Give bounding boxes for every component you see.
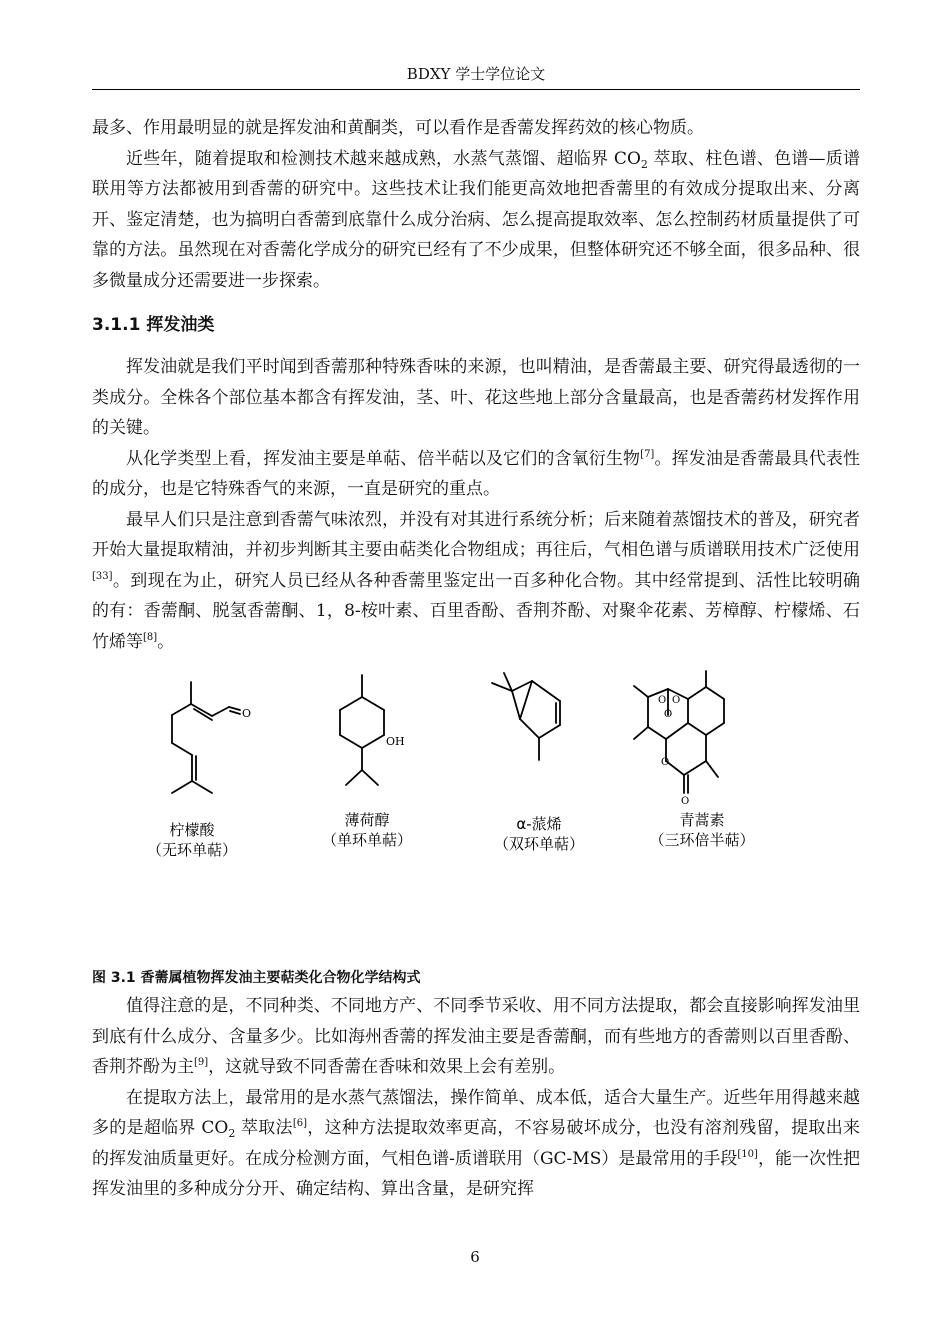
atom-label: OH	[386, 735, 405, 748]
citation: [7]	[640, 448, 655, 460]
molecule-pinene-structure	[492, 673, 560, 760]
page-number: 6	[470, 1248, 480, 1266]
header-rule	[92, 89, 860, 90]
atom-label: O	[658, 695, 667, 706]
citation: [8]	[143, 631, 158, 643]
atom-label: O	[661, 757, 670, 768]
molecule-name: α-蒎烯	[516, 815, 562, 833]
molecule-class: （单环单萜）	[321, 831, 413, 849]
molecule-citral-structure	[172, 682, 240, 793]
molecule-name: 青蒿素	[679, 811, 725, 829]
paragraph-1: 最多、作用最明显的就是挥发油和黄酮类，可以看作是香薷发挥药效的核心物质。	[92, 118, 704, 138]
figure-terpene-structures	[92, 665, 860, 965]
citation: [6]	[292, 1118, 308, 1129]
page-header: BDXY 学士学位论文	[406, 65, 546, 83]
paragraph-3: 挥发油就是我们平时闻到香薷那种特殊香味的来源，也叫精油，是香薷最主要、研究得最透彻的一类成分。全株各个部位基本都含有挥发油，茎、叶、花这些地上部分含量最高，也是香薷药材发挥作用的关键。	[92, 357, 860, 438]
atom-label: O	[681, 796, 690, 807]
atom-label: O	[664, 709, 673, 720]
molecule-class: （三环倍半萜）	[649, 831, 755, 849]
section-heading: 3.1.1 挥发油类	[92, 315, 215, 335]
paragraph-4: 从化学类型上看，挥发油主要是单萜、倍半萜以及它们的含氧衍生物[7]。挥发油是香薷最具代表性的成分，也是它特殊香气的来源，一直是研究的重点。	[92, 448, 861, 499]
molecule-name: 薄荷醇	[344, 811, 390, 829]
paragraph-5: 最早人们只是注意到香薷气味浓烈，并没有对其进行系统分析；后来随着蒸馏技术的普及，研究者开始大量提取精油，并初步判断其主要由萜类化合物组成；再往后，气相色谱与质谱联用技术广泛使用[33]。到现在为止，研究人员已经从各种香薷里鉴定出一百多种化合物。其中经常提到、活性比较明确的有：香薷酮、脱氢香薷酮、1，8-桉叶素、百里香酚、香荆芥酚、对聚伞花素、芳樟醇、柠檬烯、石竹烯等[8]。	[92, 509, 860, 652]
main-content	[92, 113, 860, 1205]
citation: [10]	[737, 1148, 758, 1160]
citation: [33]	[92, 570, 113, 582]
paragraph-2: 近些年，随着提取和检测技术越来越成熟，水蒸气蒸馏、超临界 $CO_2$ 萃取、柱色谱、色谱—质谱联用等方法都被用到香薷的研究中。这些技术让我们能更高效地把香薷里的有效成分提取出来、分离开、鉴定清楚，也为搞明白香薷到底靠什么成分治病、怎么提高提取效率、怎么控制药材质量提供了可靠的方法。虽然现在对香薷化学成分的研究已经有了不少成果，但整体研究还不够全面，很多品种、很多微量成分还需要进一步探索。	[92, 148, 860, 291]
figure-caption: 图 3.1 香薷属植物挥发油主要萜类化合物化学结构式	[92, 970, 421, 986]
molecule-class: （无环单萜）	[146, 841, 238, 859]
molecule-name: 柠檬酸	[169, 821, 215, 839]
molecule-class: （双环单萜）	[493, 835, 585, 853]
atom-label: O	[242, 707, 252, 720]
molecule-menthol-structure	[340, 675, 384, 785]
citation: [9]	[194, 1057, 209, 1068]
structures-drawing	[92, 665, 860, 965]
paragraph-6: 值得注意的是，不同种类、不同地方产、不同季节采收、用不同方法提取，都会直接影响挥发油里到底有什么成分、含量多少。比如海州香薷的挥发油主要是香薷酮，而有些地方的香薷则以百里香酚、香荆芥酚为主[9]，这就导致不同香薷在香味和效果上会有差别。	[92, 996, 860, 1077]
molecule-artemisinin-structure	[634, 671, 724, 793]
paragraph-7: 在提取方法上，最常用的是水蒸气蒸馏法，操作简单、成本低，适合大量生产。近些年用得越来越多的是超临界 $CO_2$ 萃取法[6]，这种方法提取效率更高，不容易破坏成分，也没有溶剂残留，提取出来的挥发油质量更好。在成分检测方面，气相色谱-质谱联用（GC-MS）是最常用的手段[10]，能一次性把挥发油里的多种成分分开、确定结构、算出含量，是研究挥	[92, 1087, 860, 1199]
atom-label: O	[672, 695, 681, 706]
